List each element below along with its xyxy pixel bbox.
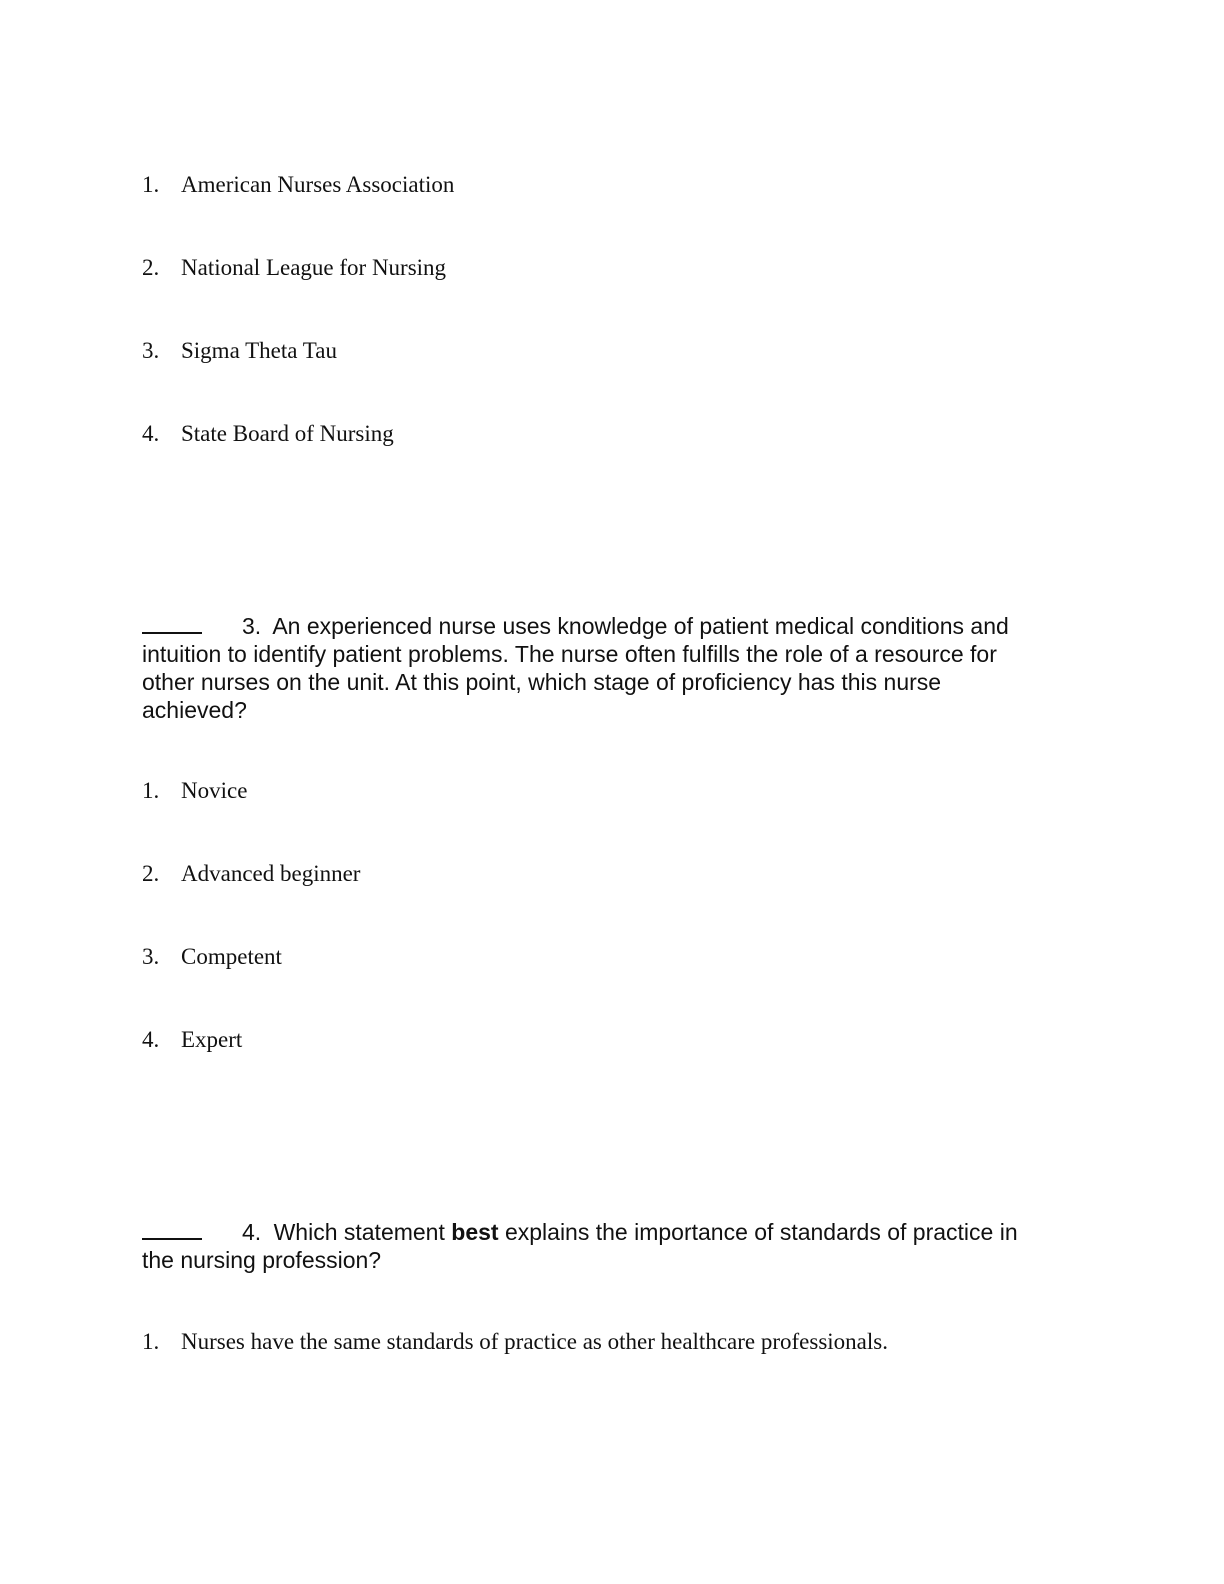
option-text: Advanced beginner [181,861,361,886]
option-number: 1. [142,172,160,197]
option-number: 2. [142,255,160,280]
answer-option [142,859,360,889]
option-text: American Nurses Association [181,172,455,197]
question-4 [142,1218,1052,1274]
answer-option [142,1327,888,1357]
option-number: 3. [142,338,160,363]
option-text: National League for Nursing [181,255,447,280]
answer-option [142,1025,242,1055]
option-number: 4. [142,421,160,446]
option-number: 3. [142,944,160,969]
option-text: Competent [181,944,282,969]
question-emphasis: best [451,1219,499,1245]
answer-option [142,942,282,972]
option-text: Sigma Theta Tau [181,338,337,363]
option-number: 1. [142,778,160,803]
answer-option [142,336,337,366]
answer-option [142,419,394,449]
answer-option [142,170,454,200]
question-number: 3. [242,613,262,639]
option-number: 4. [142,1027,160,1052]
option-number: 2. [142,861,160,886]
question-text: Which statement [273,1219,445,1245]
option-text: State Board of Nursing [181,421,394,446]
option-text: Expert [181,1027,243,1052]
answer-option [142,253,446,283]
question-number: 4. [242,1219,262,1245]
question-3 [142,612,1052,724]
question-text-continued: explains the importance of standards of practice in the nursing profession? [142,1219,1018,1273]
option-text: Novice [181,778,248,803]
answer-blank[interactable] [142,1218,202,1240]
answer-blank[interactable] [142,612,202,634]
answer-option [142,776,247,806]
option-text: Nurses have the same standards of practice as other healthcare professionals. [181,1329,888,1354]
question-text: An experienced nurse uses knowledge of patient medical conditions and intuition to identify patient problems. The nurse often fulfills the role of a resource for other nurses on the unit. At this point, which stage of proficiency has this nurse achieved? [142,613,1009,723]
option-number: 1. [142,1329,160,1354]
